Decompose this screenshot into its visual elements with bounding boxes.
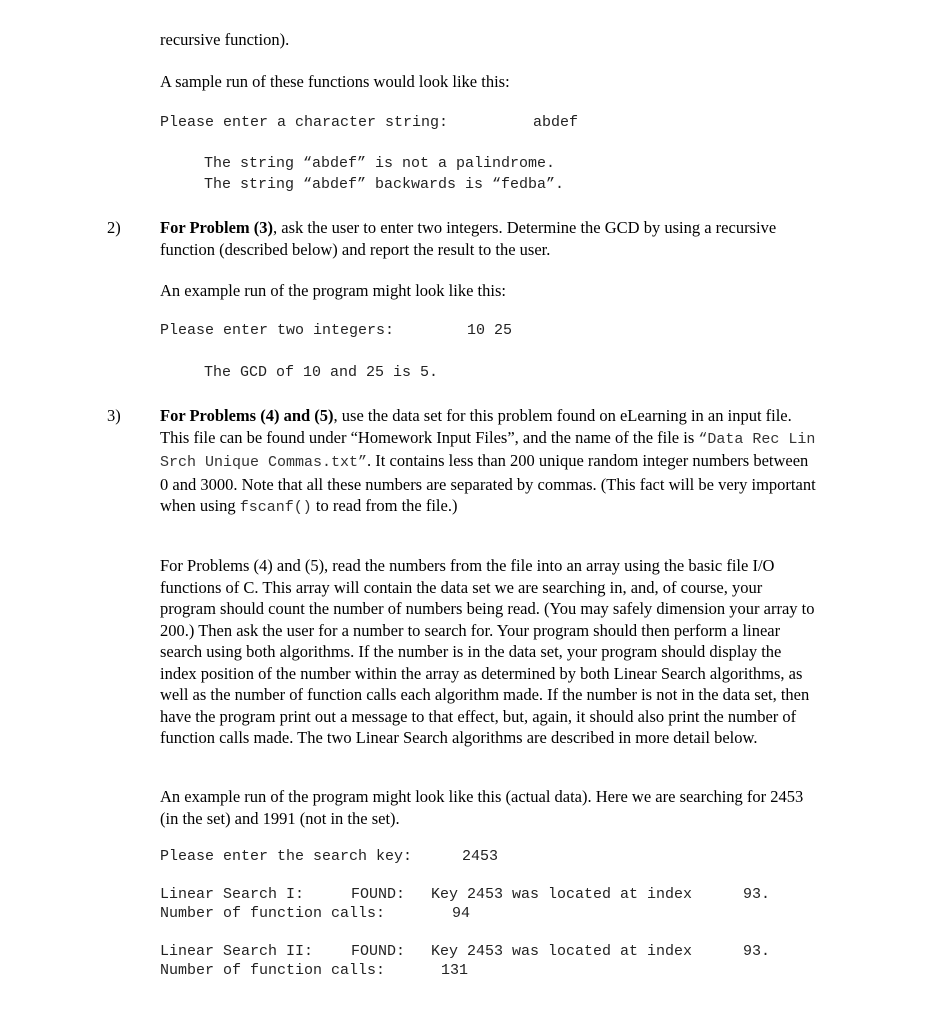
gcd-example-label: An example run of the program might look like this:: [160, 281, 506, 300]
ls2-index: 93.: [743, 943, 771, 960]
problems-4-5-heading: For Problems (4) and (5): [160, 406, 334, 425]
problem-3-text: , ask the user to enter two integers. Determine the GCD by using a recursive function (described below) and report the result to the user.: [160, 218, 777, 259]
intro-tail: recursive function).: [160, 30, 290, 49]
problem-3-description: [160, 217, 820, 260]
palindrome-output-line2: The string “abdef” backwards is “fedba”.: [204, 176, 565, 193]
problems-4-5-text1: , use the data set for this problem found on eLearning in an input file. This file can be found under “Homework Input Files”, and the name of the file is: [160, 406, 792, 447]
gcd-result: The GCD of 10 and 25 is 5.: [204, 364, 439, 381]
ls1-calls-label: Number of function calls:: [160, 905, 386, 922]
string-prompt: Please enter a character string:: [160, 114, 449, 131]
list-number-2: 2): [107, 218, 121, 237]
sample-run-label: A sample run of these functions would look like this:: [160, 72, 510, 91]
ls2-label: Linear Search II:: [160, 943, 314, 960]
input-filename: “Data Rec Lin Srch Unique Commas.txt”: [160, 430, 816, 471]
ls1-message: Key 2453 was located at index: [431, 886, 693, 903]
gcd-prompt-value: 10 25: [467, 322, 513, 339]
search-prompt: Please enter the search key:: [160, 848, 413, 865]
problems-4-5-text3: to read from the file.): [311, 496, 458, 515]
problems-4-5-text2: . It contains less than 200 unique random integer numbers between 0 and 3000. Note that all these numbers are separated by commas. (This fact will be very important when using: [160, 451, 816, 515]
string-prompt-value: abdef: [533, 114, 579, 131]
ls1-label: Linear Search I:: [160, 886, 305, 903]
ls1-index: 93.: [743, 886, 771, 903]
problems-4-5-description: [160, 405, 820, 519]
ls2-calls-label: Number of function calls:: [160, 962, 386, 979]
ls1-status: FOUND:: [351, 886, 406, 903]
ls1-calls: 94: [452, 905, 471, 922]
ls2-calls: 131: [441, 962, 469, 979]
problems-4-5-instructions: For Problems (4) and (5), read the numbers from the file into an array using the basic file I/O functions of C. This array will contain the data set we are searching in, and, of course, your program should count the number of numbers being read. (You may safely dimension your array to 200.) Then ask the user for a number to search for. Your program should then perform a linear search using both algorithms. If the number is in the data set, your program should display the index position of the number within the array as determined by both Linear Search algorithms, as well as the number of function calls each algorithm made. If the number is not in the data set, then have the program print out a message to that effect, but, again, it should also print the number of function calls made. The two Linear Search algorithms are described in more detail below.: [160, 556, 815, 747]
problem-3-heading: For Problem (3): [160, 218, 274, 237]
ls2-message: Key 2453 was located at index: [431, 943, 693, 960]
list-number-3: 3): [107, 406, 121, 425]
gcd-prompt: Please enter two integers:: [160, 322, 395, 339]
fscanf-function: fscanf(): [239, 499, 312, 516]
ls2-status: FOUND:: [351, 943, 406, 960]
palindrome-output-line1: The string “abdef” is not a palindrome.: [204, 155, 556, 172]
search-prompt-value: 2453: [462, 848, 499, 865]
search-example-label: An example run of the program might look like this (actual data). Here we are searching for 2453 (in the set) and 1991 (not in the set).: [160, 787, 804, 828]
